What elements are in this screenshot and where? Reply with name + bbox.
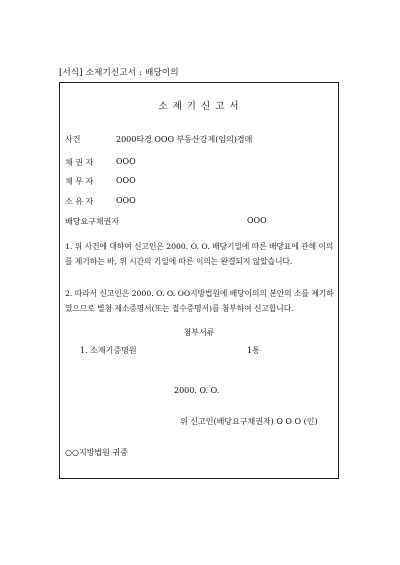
- debtor-value: OOO: [116, 176, 136, 185]
- signature-line: 위 신고인(배당요구채권자) O O O (인): [180, 417, 318, 426]
- distribution-claimant-value: OOO: [247, 216, 267, 225]
- paragraph-2: 2. 따라서 신고인은 2000. O. O. OO지방법원에 배당이의의 본안의 소를 제기하였으므로 별첨 제소증명서(또는 접수증명서)를 첨부하여 신고합니다.: [65, 289, 334, 313]
- document-title: 소 제 기 신 고 서: [158, 101, 240, 112]
- case-label: 사건: [65, 135, 81, 144]
- debtor-label: 채 무 자: [65, 177, 94, 186]
- creditor-value: OOO: [116, 157, 136, 166]
- case-value: 2000타경 OOO 부동산강제(임의)경매: [116, 135, 253, 144]
- paragraph-1: 1. 위 사건에 대하여 신고인은 2000. O. O. 배당기일에 따른 배당표에 관해 이의를 제기하는 바, 위 시간의 기일에 따른 이의는 완결되지 않았습니다.: [65, 242, 334, 266]
- owner-value: OOO: [116, 196, 136, 205]
- recipient-court: ○○지방법원 귀중: [65, 448, 128, 457]
- attachment-item-name: 1. 소제기증명원: [80, 346, 137, 355]
- attachments-heading: 첨부서류: [183, 328, 215, 337]
- distribution-claimant-label: 배당요구채권자: [65, 217, 120, 226]
- report-date: 2000. O. O.: [174, 386, 220, 395]
- attachment-item-count: 1통: [247, 346, 260, 355]
- report-form: [59, 82, 339, 479]
- creditor-label: 채 권 자: [65, 158, 94, 167]
- owner-label: 소 유 자: [65, 197, 94, 206]
- form-type-caption: [서식] 소제기신고서 : 배당이의: [59, 68, 179, 78]
